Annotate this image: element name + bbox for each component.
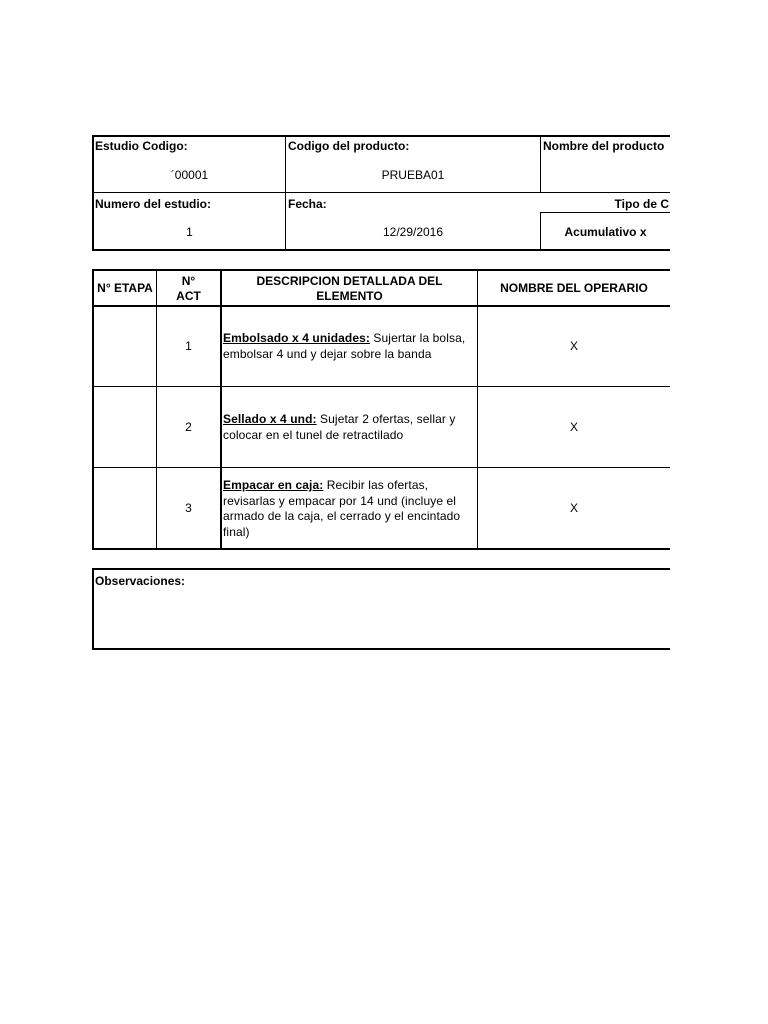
border bbox=[540, 212, 670, 213]
border bbox=[92, 269, 670, 271]
border bbox=[220, 269, 222, 550]
description-text: embolsar 4 und y dejar sobre la banda bbox=[223, 346, 432, 361]
codigo-producto-label: Codigo del producto: bbox=[288, 139, 410, 153]
estudio-codigo-label: Estudio Codigo: bbox=[95, 139, 188, 153]
border bbox=[92, 467, 670, 468]
border bbox=[92, 548, 670, 550]
border bbox=[92, 568, 670, 570]
numero-estudio-label: Numero del estudio: bbox=[95, 197, 212, 211]
tipo-label: Tipo de C bbox=[614, 197, 669, 211]
tipo-value: Acumulativo x bbox=[564, 225, 647, 239]
col-header-etapa: N° ETAPA bbox=[97, 281, 153, 295]
col-header-act-line2: ACT bbox=[176, 289, 201, 303]
col-header-desc-line2: ELEMENTO bbox=[316, 289, 383, 303]
col-header-act-line1: N° bbox=[181, 274, 196, 288]
description-text: revisarlas y empacar por 14 und (incluye el bbox=[223, 493, 457, 508]
numero-estudio-value: 1 bbox=[186, 225, 193, 239]
description-text: Sujertar la bolsa, bbox=[370, 331, 466, 345]
col-header-desc-line1: DESCRIPCION DETALLADA DEL bbox=[256, 274, 443, 288]
description-text: final) bbox=[223, 524, 250, 539]
description-title: Sellado x 4 und: bbox=[223, 412, 317, 426]
border bbox=[92, 269, 94, 550]
col-header-operario: NOMBRE DEL OPERARIO bbox=[500, 281, 648, 295]
fecha-label: Fecha: bbox=[288, 197, 327, 211]
border bbox=[540, 135, 541, 193]
description-cell bbox=[223, 478, 477, 540]
act-number: 3 bbox=[185, 501, 192, 515]
description-title: Embolsado x 4 unidades: bbox=[223, 331, 370, 345]
act-number: 2 bbox=[185, 420, 192, 434]
description-cell bbox=[223, 331, 477, 362]
description-text: Recibir las ofertas, bbox=[323, 478, 429, 492]
estudio-codigo-value: ´00001 bbox=[170, 168, 209, 182]
description-title: Empacar en caja: bbox=[223, 478, 324, 492]
border bbox=[92, 386, 670, 387]
fecha-value: 12/29/2016 bbox=[382, 225, 444, 239]
operario-cell: X bbox=[569, 420, 578, 434]
border bbox=[92, 568, 94, 650]
description-text: colocar en el tunel de retractilado bbox=[223, 427, 404, 442]
act-number: 1 bbox=[185, 339, 192, 353]
border bbox=[92, 135, 670, 137]
border bbox=[92, 305, 670, 307]
description-text: armado de la caja, el cerrado y el encintado bbox=[223, 509, 461, 523]
codigo-producto-value: PRUEBA01 bbox=[381, 168, 445, 182]
border bbox=[92, 648, 670, 650]
observaciones-label: Observaciones: bbox=[95, 574, 186, 588]
description-cell bbox=[223, 412, 477, 443]
operario-cell: X bbox=[569, 501, 578, 515]
operario-cell: X bbox=[569, 339, 578, 353]
nombre-producto-label: Nombre del producto bbox=[543, 139, 665, 153]
description-text: Sujetar 2 ofertas, sellar y bbox=[316, 412, 456, 426]
border bbox=[92, 249, 670, 251]
border bbox=[92, 192, 670, 193]
